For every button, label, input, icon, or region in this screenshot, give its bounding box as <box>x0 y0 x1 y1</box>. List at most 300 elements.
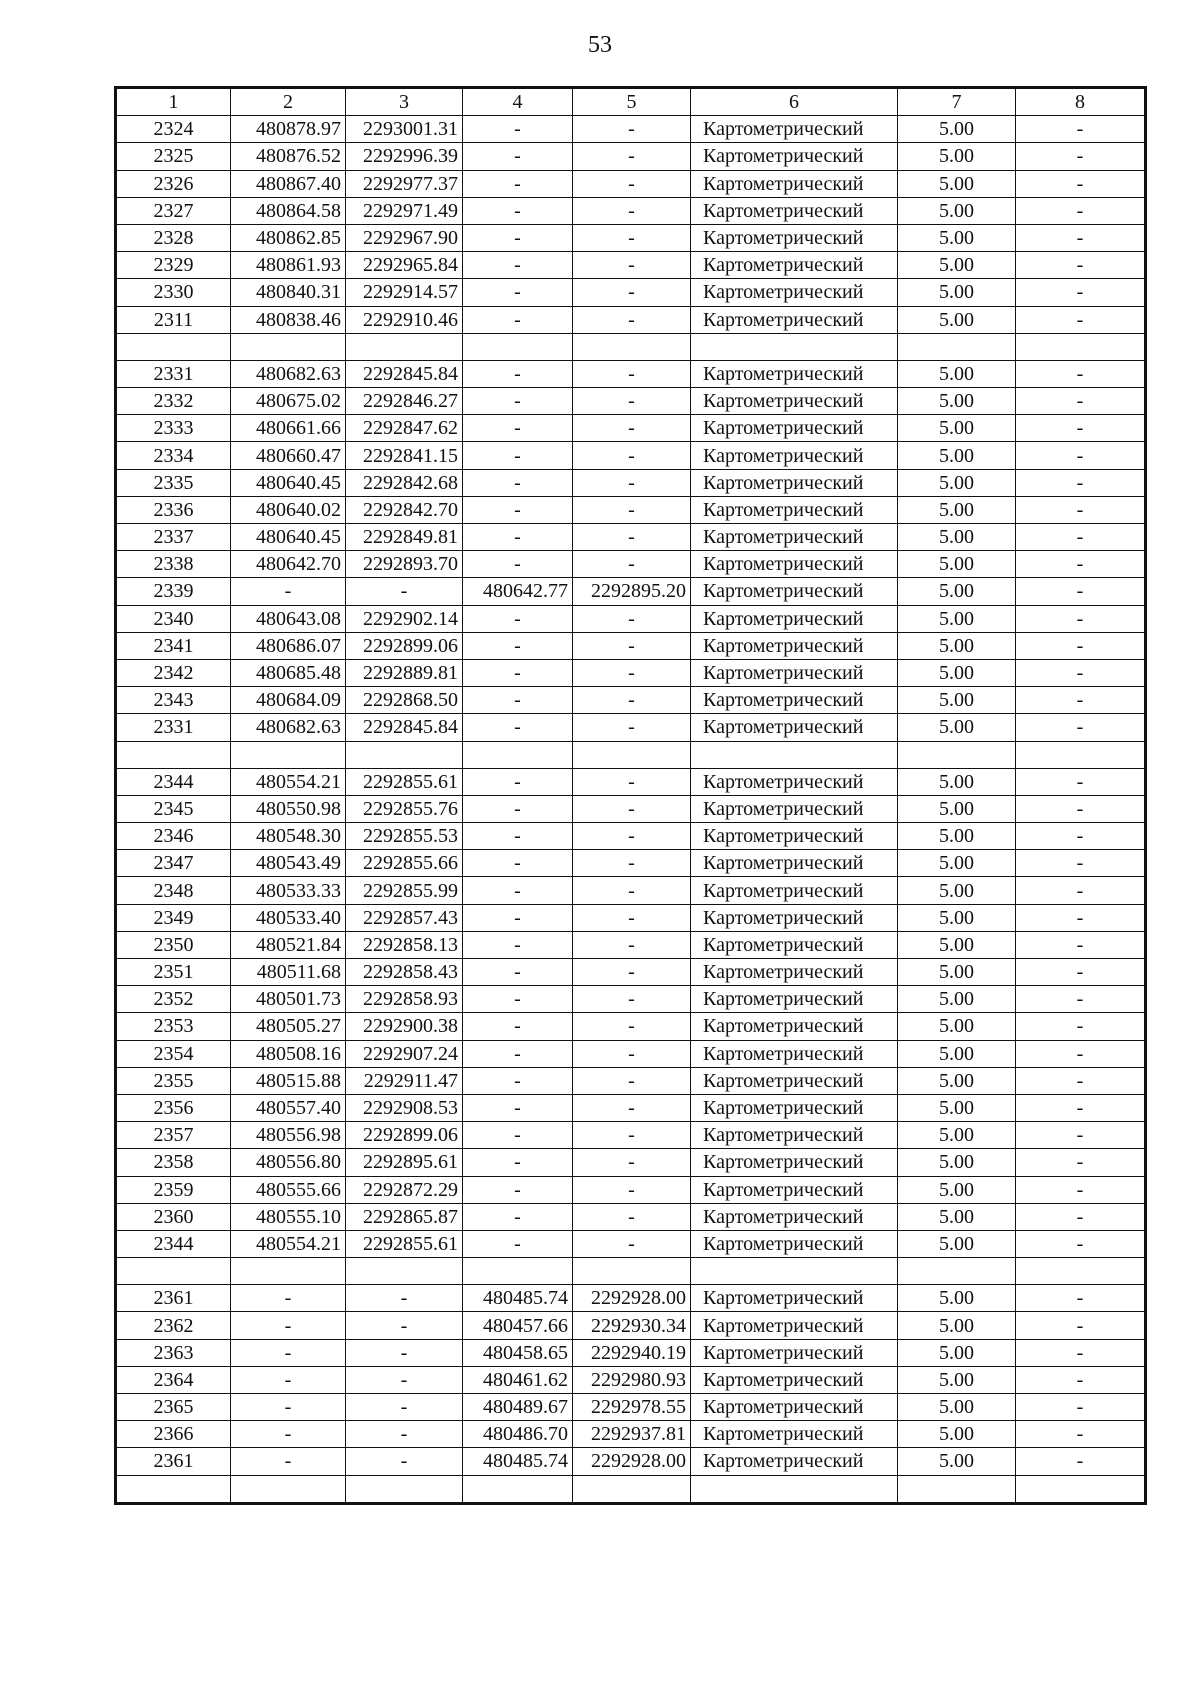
table-cell: 5.00 <box>898 578 1016 605</box>
table-cell: - <box>346 578 463 605</box>
column-header-8: 8 <box>1016 88 1146 116</box>
table-cell: 5.00 <box>898 687 1016 714</box>
table-cell: 2347 <box>116 850 231 877</box>
table-cell: - <box>1016 224 1146 251</box>
table-cell <box>1016 1258 1146 1285</box>
table-cell: - <box>1016 1285 1146 1312</box>
table-cell: - <box>346 1285 463 1312</box>
table-cell: 5.00 <box>898 306 1016 333</box>
table-row <box>116 632 1146 659</box>
table-cell: 480515.88 <box>231 1067 346 1094</box>
table-cell: 2357 <box>116 1122 231 1149</box>
table-cell: 5.00 <box>898 197 1016 224</box>
table-cell: 2328 <box>116 224 231 251</box>
table-cell: - <box>573 823 691 850</box>
table-cell: - <box>573 1230 691 1257</box>
table-cell: - <box>346 1421 463 1448</box>
table-cell: 5.00 <box>898 469 1016 496</box>
table-cell: 2292899.06 <box>346 1122 463 1149</box>
table-cell: 5.00 <box>898 1448 1016 1475</box>
table-row <box>116 442 1146 469</box>
column-header-5: 5 <box>573 88 691 116</box>
table-cell: 5.00 <box>898 877 1016 904</box>
table-cell: 5.00 <box>898 143 1016 170</box>
table-cell: 480642.70 <box>231 551 346 578</box>
table-cell: Картометрический <box>691 959 898 986</box>
table-row <box>116 388 1146 415</box>
table-cell: 2292907.24 <box>346 1040 463 1067</box>
table-cell: 5.00 <box>898 360 1016 387</box>
table-cell: 5.00 <box>898 1203 1016 1230</box>
table-cell: - <box>1016 279 1146 306</box>
table-cell: 480457.66 <box>463 1312 573 1339</box>
table-cell <box>898 333 1016 360</box>
table-cell: Картометрический <box>691 252 898 279</box>
table-cell: 2333 <box>116 415 231 442</box>
table-cell: 2351 <box>116 959 231 986</box>
table-cell: - <box>1016 360 1146 387</box>
table-cell: Картометрический <box>691 1176 898 1203</box>
table-cell: - <box>1016 578 1146 605</box>
table-cell <box>116 1258 231 1285</box>
table-cell: Картометрический <box>691 388 898 415</box>
table-cell: - <box>1016 551 1146 578</box>
table-cell: - <box>463 768 573 795</box>
table-cell: 2292928.00 <box>573 1448 691 1475</box>
table-cell: 5.00 <box>898 1394 1016 1421</box>
table-cell: 2359 <box>116 1176 231 1203</box>
table-cell: - <box>463 1067 573 1094</box>
table-cell: 2292971.49 <box>346 197 463 224</box>
table-cell: 5.00 <box>898 850 1016 877</box>
table-cell: - <box>573 224 691 251</box>
table-cell: - <box>1016 1394 1146 1421</box>
table-cell: Картометрический <box>691 496 898 523</box>
table-row <box>116 1285 1146 1312</box>
table-row <box>116 714 1146 741</box>
table-cell: - <box>1016 959 1146 986</box>
table-cell: 5.00 <box>898 632 1016 659</box>
table-cell: - <box>1016 714 1146 741</box>
table-row <box>116 1448 1146 1475</box>
table-row <box>116 605 1146 632</box>
table-cell: Картометрический <box>691 1366 898 1393</box>
table-cell: Картометрический <box>691 1421 898 1448</box>
table-cell: - <box>1016 1366 1146 1393</box>
table-cell: - <box>463 959 573 986</box>
table-cell: - <box>231 1448 346 1475</box>
table-cell: Картометрический <box>691 1285 898 1312</box>
table-cell: 2327 <box>116 197 231 224</box>
table-row <box>116 224 1146 251</box>
table-cell: 480684.09 <box>231 687 346 714</box>
table-cell: - <box>1016 442 1146 469</box>
table-cell <box>463 333 573 360</box>
table-cell: 480554.21 <box>231 768 346 795</box>
table-row <box>116 904 1146 931</box>
table-cell: 480640.45 <box>231 524 346 551</box>
table-row <box>116 687 1146 714</box>
table-cell: Картометрический <box>691 469 898 496</box>
table-cell <box>346 333 463 360</box>
table-cell: 480489.67 <box>463 1394 573 1421</box>
table-cell: 2330 <box>116 279 231 306</box>
table-cell: Картометрический <box>691 279 898 306</box>
table-cell: - <box>463 388 573 415</box>
table-cell: 2361 <box>116 1285 231 1312</box>
table-cell: - <box>1016 1040 1146 1067</box>
table-cell: Картометрический <box>691 116 898 143</box>
table-cell: 2292841.15 <box>346 442 463 469</box>
table-cell: - <box>231 1394 346 1421</box>
table-cell: 480557.40 <box>231 1094 346 1121</box>
table-cell: 2337 <box>116 524 231 551</box>
table-cell: - <box>573 360 691 387</box>
page-number: 53 <box>588 32 612 58</box>
table-cell: Картометрический <box>691 1094 898 1121</box>
table-cell: 2366 <box>116 1421 231 1448</box>
table-cell: - <box>463 904 573 931</box>
table-cell: Картометрический <box>691 415 898 442</box>
table-cell: 480878.97 <box>231 116 346 143</box>
table-cell: Картометрический <box>691 1040 898 1067</box>
table-cell: 5.00 <box>898 551 1016 578</box>
table-cell: - <box>573 116 691 143</box>
table-cell: - <box>573 904 691 931</box>
table-cell: 5.00 <box>898 959 1016 986</box>
table-cell: 2362 <box>116 1312 231 1339</box>
table-cell: 2350 <box>116 931 231 958</box>
table-cell: - <box>463 415 573 442</box>
table-cell: 2292858.43 <box>346 959 463 986</box>
table-cell <box>231 333 346 360</box>
table-cell: 480682.63 <box>231 360 346 387</box>
table-cell: 5.00 <box>898 1312 1016 1339</box>
table-cell: - <box>1016 1312 1146 1339</box>
table-cell: - <box>463 360 573 387</box>
table-row <box>116 1230 1146 1257</box>
table-cell: 5.00 <box>898 1366 1016 1393</box>
table-cell: - <box>463 1122 573 1149</box>
table-cell: 2338 <box>116 551 231 578</box>
table-cell: 2332 <box>116 388 231 415</box>
table-cell: - <box>463 605 573 632</box>
table-row <box>116 551 1146 578</box>
table-cell: - <box>573 1203 691 1230</box>
table-cell: - <box>1016 1203 1146 1230</box>
table-cell <box>691 1475 898 1503</box>
table-cell: - <box>463 306 573 333</box>
table-row-separator <box>116 333 1146 360</box>
table-cell: Картометрический <box>691 714 898 741</box>
table-cell: 5.00 <box>898 170 1016 197</box>
column-header-1: 1 <box>116 88 231 116</box>
table-cell: 5.00 <box>898 1067 1016 1094</box>
table-cell: - <box>463 252 573 279</box>
table-cell: - <box>1016 904 1146 931</box>
table-cell: 2336 <box>116 496 231 523</box>
table-cell: 5.00 <box>898 714 1016 741</box>
table-cell <box>346 741 463 768</box>
table-cell: 5.00 <box>898 1094 1016 1121</box>
table-cell: - <box>573 279 691 306</box>
table-cell: 2292872.29 <box>346 1176 463 1203</box>
table-cell: - <box>463 714 573 741</box>
table-cell: - <box>463 551 573 578</box>
table-cell: 2292845.84 <box>346 360 463 387</box>
table-cell: 2349 <box>116 904 231 931</box>
table-row <box>116 1421 1146 1448</box>
table-row <box>116 578 1146 605</box>
table-cell: Картометрический <box>691 768 898 795</box>
table-cell: 480508.16 <box>231 1040 346 1067</box>
table-cell: 2365 <box>116 1394 231 1421</box>
table-cell <box>691 741 898 768</box>
table-cell: - <box>1016 687 1146 714</box>
table-cell: Картометрический <box>691 986 898 1013</box>
table-cell: 5.00 <box>898 415 1016 442</box>
table-cell: 2292846.27 <box>346 388 463 415</box>
table-cell: 5.00 <box>898 224 1016 251</box>
table-cell: Картометрический <box>691 551 898 578</box>
table-cell: 2344 <box>116 1230 231 1257</box>
table-cell: - <box>463 279 573 306</box>
table-cell: - <box>463 877 573 904</box>
table-row <box>116 279 1146 306</box>
table-cell: - <box>573 252 691 279</box>
table-cell: - <box>1016 877 1146 904</box>
table-cell: - <box>573 442 691 469</box>
table-cell: 480838.46 <box>231 306 346 333</box>
table-cell: 2292858.13 <box>346 931 463 958</box>
table-cell: - <box>573 605 691 632</box>
table-cell: 2364 <box>116 1366 231 1393</box>
table-cell <box>898 741 1016 768</box>
table-cell: 2311 <box>116 306 231 333</box>
table-cell: 2292842.70 <box>346 496 463 523</box>
table-cell: Картометрический <box>691 659 898 686</box>
table-cell: 480862.85 <box>231 224 346 251</box>
header-row <box>116 88 1146 116</box>
table-cell: 5.00 <box>898 931 1016 958</box>
table-cell: - <box>1016 1421 1146 1448</box>
table-cell: - <box>463 496 573 523</box>
table-row <box>116 823 1146 850</box>
table-cell: 480458.65 <box>463 1339 573 1366</box>
table-cell: - <box>463 170 573 197</box>
table-cell: - <box>463 524 573 551</box>
table-cell: - <box>231 1312 346 1339</box>
table-cell: - <box>573 524 691 551</box>
table-cell: - <box>1016 116 1146 143</box>
table-cell: - <box>463 850 573 877</box>
table-cell: Картометрический <box>691 1203 898 1230</box>
column-header-3: 3 <box>346 88 463 116</box>
table-cell: - <box>573 551 691 578</box>
table-cell: 2292858.93 <box>346 986 463 1013</box>
table-cell: 480533.33 <box>231 877 346 904</box>
table-cell: 5.00 <box>898 1176 1016 1203</box>
table-cell: - <box>231 1421 346 1448</box>
table-cell: - <box>573 659 691 686</box>
table-cell: 2292940.19 <box>573 1339 691 1366</box>
table-cell: - <box>1016 1067 1146 1094</box>
table-cell: Картометрический <box>691 1122 898 1149</box>
table-cell: 2354 <box>116 1040 231 1067</box>
table-cell: 480640.45 <box>231 469 346 496</box>
table-cell <box>346 1475 463 1503</box>
table-cell: - <box>463 1013 573 1040</box>
table-cell: Картометрический <box>691 360 898 387</box>
table-cell: 2292855.76 <box>346 795 463 822</box>
table-row <box>116 469 1146 496</box>
table-cell: - <box>1016 823 1146 850</box>
table-cell: 480521.84 <box>231 931 346 958</box>
table-cell: - <box>573 415 691 442</box>
table-cell: 2292910.46 <box>346 306 463 333</box>
table-cell <box>116 741 231 768</box>
table-cell: 2292855.99 <box>346 877 463 904</box>
table-cell: - <box>573 714 691 741</box>
table-cell <box>1016 1475 1146 1503</box>
table-cell: - <box>573 1149 691 1176</box>
table-cell: 2292893.70 <box>346 551 463 578</box>
table-row <box>116 252 1146 279</box>
table-cell: 2348 <box>116 877 231 904</box>
table-row-separator <box>116 1475 1146 1503</box>
table-cell: Картометрический <box>691 823 898 850</box>
table-cell <box>231 1475 346 1503</box>
table-cell <box>346 1258 463 1285</box>
table-cell: - <box>573 170 691 197</box>
table-cell: - <box>346 1339 463 1366</box>
table-cell: - <box>1016 469 1146 496</box>
table-cell: 2292911.47 <box>346 1067 463 1094</box>
table-cell: 5.00 <box>898 1339 1016 1366</box>
table-cell: - <box>573 1040 691 1067</box>
table-row <box>116 496 1146 523</box>
table-cell: - <box>573 632 691 659</box>
table-row-separator <box>116 741 1146 768</box>
table-cell: 480642.77 <box>463 578 573 605</box>
table-cell: 480686.07 <box>231 632 346 659</box>
table-cell: - <box>463 687 573 714</box>
table-row <box>116 1122 1146 1149</box>
table-cell: 2345 <box>116 795 231 822</box>
table-cell: Картометрический <box>691 224 898 251</box>
table-cell: 480543.49 <box>231 850 346 877</box>
table-cell: - <box>1016 1339 1146 1366</box>
table-row <box>116 877 1146 904</box>
table-row <box>116 1312 1146 1339</box>
table-row <box>116 959 1146 986</box>
table-cell: - <box>1016 632 1146 659</box>
table-cell: - <box>346 1312 463 1339</box>
table-cell: 5.00 <box>898 496 1016 523</box>
table-cell: 2292849.81 <box>346 524 463 551</box>
table-cell: 5.00 <box>898 1040 1016 1067</box>
table-cell: - <box>346 1394 463 1421</box>
table-cell <box>231 741 346 768</box>
table-cell: - <box>463 442 573 469</box>
table-cell <box>1016 741 1146 768</box>
table-row <box>116 986 1146 1013</box>
table-cell <box>463 1475 573 1503</box>
table-cell: - <box>463 469 573 496</box>
table-cell: Картометрический <box>691 442 898 469</box>
table-cell: - <box>573 143 691 170</box>
table-cell: 2340 <box>116 605 231 632</box>
table-cell: - <box>463 1094 573 1121</box>
table-cell <box>573 333 691 360</box>
table-cell: - <box>573 1176 691 1203</box>
table-cell <box>1016 333 1146 360</box>
table-cell <box>691 333 898 360</box>
table-row <box>116 197 1146 224</box>
table-cell: 2292865.87 <box>346 1203 463 1230</box>
table-cell: 5.00 <box>898 388 1016 415</box>
table-cell: - <box>1016 1448 1146 1475</box>
table-cell: - <box>231 1285 346 1312</box>
table-cell: 2292977.37 <box>346 170 463 197</box>
table-cell: 2292855.61 <box>346 768 463 795</box>
table-cell: - <box>1016 1122 1146 1149</box>
table-cell: 5.00 <box>898 279 1016 306</box>
table-cell: 2292980.93 <box>573 1366 691 1393</box>
table-cell: Картометрический <box>691 795 898 822</box>
table-cell: 480867.40 <box>231 170 346 197</box>
table-cell: 2292899.06 <box>346 632 463 659</box>
table-body <box>116 116 1146 1504</box>
table-cell: 480643.08 <box>231 605 346 632</box>
table-cell: 480511.68 <box>231 959 346 986</box>
table-cell: - <box>573 877 691 904</box>
table-cell: - <box>573 687 691 714</box>
table-cell: 2292902.14 <box>346 605 463 632</box>
table-cell: - <box>573 197 691 224</box>
table-cell: 2292967.90 <box>346 224 463 251</box>
table-row <box>116 768 1146 795</box>
table-row-separator <box>116 1258 1146 1285</box>
table-cell <box>231 1258 346 1285</box>
table-cell: 2292889.81 <box>346 659 463 686</box>
table-cell: - <box>573 496 691 523</box>
table-cell: 480548.30 <box>231 823 346 850</box>
table-cell: - <box>1016 1176 1146 1203</box>
table-cell: 2324 <box>116 116 231 143</box>
table-cell: - <box>346 1366 463 1393</box>
table-cell: - <box>463 116 573 143</box>
table-cell: 2335 <box>116 469 231 496</box>
table-row <box>116 1067 1146 1094</box>
table-cell: - <box>573 1067 691 1094</box>
table-cell: 5.00 <box>898 1230 1016 1257</box>
table-row <box>116 1203 1146 1230</box>
table-cell: 2341 <box>116 632 231 659</box>
table-cell: 2292914.57 <box>346 279 463 306</box>
table-cell: Картометрический <box>691 1230 898 1257</box>
table-cell: - <box>573 1094 691 1121</box>
table-cell: 5.00 <box>898 904 1016 931</box>
table-cell: 2353 <box>116 1013 231 1040</box>
table-cell: 2344 <box>116 768 231 795</box>
table-cell: - <box>463 659 573 686</box>
table-cell: 480685.48 <box>231 659 346 686</box>
table-cell: 2346 <box>116 823 231 850</box>
table-cell: - <box>1016 1149 1146 1176</box>
table-cell: - <box>573 850 691 877</box>
table-cell: 5.00 <box>898 116 1016 143</box>
